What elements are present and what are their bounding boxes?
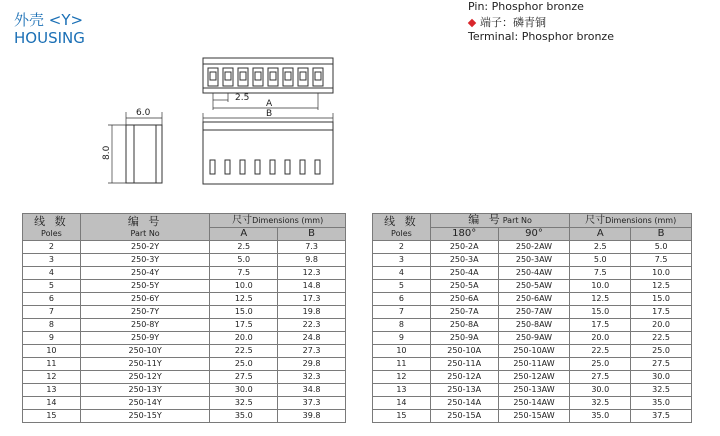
table-row (373, 345, 692, 358)
dim-a-cell: 5.0 (570, 254, 631, 267)
table-row (373, 384, 692, 397)
red-diamond-bullet-icon (468, 18, 476, 26)
table-row (23, 306, 346, 319)
part-no-90-cell: 250-11AW (498, 358, 570, 371)
table-row (373, 293, 692, 306)
dim-b-cell: 17.5 (631, 306, 692, 319)
dim-a-cell: 27.5 (210, 371, 278, 384)
top-view-housing (203, 58, 333, 93)
part-no-180-cell: 250-6A (430, 293, 498, 306)
poles-cell: 13 (23, 384, 81, 397)
part-no-180-cell: 250-14A (430, 397, 498, 410)
dim-a-cell: 10.0 (210, 280, 278, 293)
part-no-cell: 250-15Y (80, 410, 210, 423)
table-row (23, 384, 346, 397)
table-row (373, 319, 692, 332)
poles-cell: 7 (373, 306, 431, 319)
table-row (373, 241, 692, 254)
part-no-cell: 250-11Y (80, 358, 210, 371)
side-view-housing (126, 125, 162, 183)
part-no-90-cell: 250-5AW (498, 280, 570, 293)
part-no-cell: 250-2Y (80, 241, 210, 254)
dim-b-cell: 27.5 (631, 358, 692, 371)
dim-b-cell: 12.3 (278, 267, 346, 280)
poles-cell: 14 (23, 397, 81, 410)
housing-title-cn: 外壳 <Y> (14, 11, 84, 29)
dim-b-header: B (631, 228, 692, 241)
dim-b-cell: 7.3 (278, 241, 346, 254)
dim-a-cell: 5.0 (210, 254, 278, 267)
housing-technical-drawing (98, 50, 378, 190)
top-view-pin-cavities (208, 68, 323, 86)
part-no-cell: 250-10Y (80, 345, 210, 358)
width-dimension-label: 6.0 (136, 108, 151, 118)
dim-b-cell: 15.0 (631, 293, 692, 306)
dim-b-header: B (278, 228, 346, 241)
dim-b-cell: 25.0 (631, 345, 692, 358)
table-row (373, 397, 692, 410)
table-row (23, 345, 346, 358)
a-housing-dimension-table (372, 213, 692, 423)
part-no-180-cell: 250-7A (430, 306, 498, 319)
table-row (373, 332, 692, 345)
part-no-180-cell: 250-2A (430, 241, 498, 254)
table-row (23, 254, 346, 267)
part-no-180-cell: 250-8A (430, 319, 498, 332)
height-dimension-label: 8.0 (102, 145, 112, 160)
part-no-180-cell: 250-13A (430, 384, 498, 397)
part-no-180-cell: 250-3A (430, 254, 498, 267)
dim-b-cell: 12.5 (631, 280, 692, 293)
dim-b-cell: 20.0 (631, 319, 692, 332)
table-row (373, 410, 692, 423)
poles-cell: 8 (373, 319, 431, 332)
part-no-180-cell: 250-9A (430, 332, 498, 345)
part-no-180-cell: 250-11A (430, 358, 498, 371)
front-view-housing (203, 122, 333, 184)
table-row (373, 280, 692, 293)
part-no-90-cell: 250-8AW (498, 319, 570, 332)
dim-b-cell: 10.0 (631, 267, 692, 280)
table-row (373, 371, 692, 384)
dim-a-cell: 32.5 (570, 397, 631, 410)
part-no-cell: 250-5Y (80, 280, 210, 293)
poles-cell: 14 (373, 397, 431, 410)
poles-cell: 8 (23, 319, 81, 332)
dimensions-header: 尺寸Dimensions (mm) (210, 214, 346, 228)
table-row (23, 397, 346, 410)
dim-a-header: A (570, 228, 631, 241)
dim-b-cell: 22.3 (278, 319, 346, 332)
part-no-90-cell: 250-14AW (498, 397, 570, 410)
poles-header: 线 数 Poles (23, 214, 81, 241)
dim-a-cell: 15.0 (210, 306, 278, 319)
poles-cell: 11 (23, 358, 81, 371)
poles-cell: 10 (23, 345, 81, 358)
dim-b-cell: 34.8 (278, 384, 346, 397)
dim-a-cell: 7.5 (570, 267, 631, 280)
dim-a-cell: 2.5 (210, 241, 278, 254)
dim-a-cell: 22.5 (210, 345, 278, 358)
dim-a-cell: 2.5 (570, 241, 631, 254)
poles-cell: 15 (23, 410, 81, 423)
part-no-90-cell: 250-10AW (498, 345, 570, 358)
angle-90-header: 90° (498, 228, 570, 241)
part-no-cell: 250-3Y (80, 254, 210, 267)
part-no-cell: 250-12Y (80, 371, 210, 384)
poles-cell: 9 (373, 332, 431, 345)
dim-a-cell: 17.5 (570, 319, 631, 332)
part-no-180-cell: 250-12A (430, 371, 498, 384)
dim-a-cell: 12.5 (570, 293, 631, 306)
part-no-cell: 250-6Y (80, 293, 210, 306)
poles-cell: 5 (373, 280, 431, 293)
dim-a-cell: 7.5 (210, 267, 278, 280)
dim-b-cell: 32.3 (278, 371, 346, 384)
poles-cell: 2 (373, 241, 431, 254)
dim-b-cell: 39.8 (278, 410, 346, 423)
poles-cell: 12 (23, 371, 81, 384)
dim-a-cell: 32.5 (210, 397, 278, 410)
part-no-header: 编 号Part No (430, 214, 570, 228)
dimensions-header: 尺寸Dimensions (mm) (570, 214, 692, 228)
table-row (23, 293, 346, 306)
table-row (373, 306, 692, 319)
part-no-90-cell: 250-15AW (498, 410, 570, 423)
poles-cell: 9 (23, 332, 81, 345)
poles-cell: 3 (23, 254, 81, 267)
dim-b-cell: 19.8 (278, 306, 346, 319)
dimension-b-label: B (266, 109, 273, 119)
table-row (23, 280, 346, 293)
part-no-header: 编 号 Part No (80, 214, 210, 241)
dim-b-cell: 37.5 (631, 410, 692, 423)
part-no-cell: 250-8Y (80, 319, 210, 332)
table-row (23, 332, 346, 345)
part-no-cell: 250-13Y (80, 384, 210, 397)
dim-a-cell: 27.5 (570, 371, 631, 384)
dim-a-cell: 25.0 (210, 358, 278, 371)
part-no-cell: 250-9Y (80, 332, 210, 345)
poles-cell: 10 (373, 345, 431, 358)
y-housing-dimension-table (22, 213, 346, 423)
dim-a-cell: 17.5 (210, 319, 278, 332)
poles-cell: 15 (373, 410, 431, 423)
part-no-90-cell: 250-3AW (498, 254, 570, 267)
dim-a-cell: 20.0 (210, 332, 278, 345)
part-no-180-cell: 250-4A (430, 267, 498, 280)
dim-b-cell: 17.3 (278, 293, 346, 306)
part-no-180-cell: 250-15A (430, 410, 498, 423)
terminal-material-spec-cn (468, 14, 546, 30)
poles-cell: 6 (373, 293, 431, 306)
pitch-dimension-label: 2.5 (235, 93, 250, 103)
dim-b-cell: 22.5 (631, 332, 692, 345)
part-no-90-cell: 250-2AW (498, 241, 570, 254)
dim-a-cell: 35.0 (570, 410, 631, 423)
poles-cell: 2 (23, 241, 81, 254)
dim-a-cell: 20.0 (570, 332, 631, 345)
part-no-90-cell: 250-12AW (498, 371, 570, 384)
part-no-cell: 250-4Y (80, 267, 210, 280)
dim-a-cell: 35.0 (210, 410, 278, 423)
dim-b-cell: 35.0 (631, 397, 692, 410)
table-row (23, 371, 346, 384)
part-no-cell: 250-7Y (80, 306, 210, 319)
poles-cell: 6 (23, 293, 81, 306)
dim-b-cell: 14.8 (278, 280, 346, 293)
poles-cell: 7 (23, 306, 81, 319)
dim-a-cell: 12.5 (210, 293, 278, 306)
poles-cell: 4 (23, 267, 81, 280)
dim-a-header: A (210, 228, 278, 241)
dim-a-cell: 25.0 (570, 358, 631, 371)
dim-a-cell: 30.0 (570, 384, 631, 397)
dim-b-cell: 27.3 (278, 345, 346, 358)
table-row (23, 319, 346, 332)
dim-b-cell: 37.3 (278, 397, 346, 410)
poles-cell: 4 (373, 267, 431, 280)
dim-b-cell: 5.0 (631, 241, 692, 254)
table-row (373, 267, 692, 280)
table-row (23, 267, 346, 280)
table-row (373, 254, 692, 267)
part-no-90-cell: 250-13AW (498, 384, 570, 397)
part-no-90-cell: 250-9AW (498, 332, 570, 345)
dim-a-cell: 10.0 (570, 280, 631, 293)
dim-a-cell: 15.0 (570, 306, 631, 319)
dim-a-cell: 30.0 (210, 384, 278, 397)
pin-material-spec: Pin: Phosphor bronze (468, 0, 584, 13)
poles-cell: 3 (373, 254, 431, 267)
part-no-cell: 250-14Y (80, 397, 210, 410)
terminal-material-spec: Terminal: Phosphor bronze (468, 30, 614, 43)
poles-cell: 12 (373, 371, 431, 384)
poles-cell: 5 (23, 280, 81, 293)
dim-b-cell: 7.5 (631, 254, 692, 267)
dim-b-cell: 29.8 (278, 358, 346, 371)
part-no-90-cell: 250-4AW (498, 267, 570, 280)
dim-b-cell: 24.8 (278, 332, 346, 345)
dim-b-cell: 32.5 (631, 384, 692, 397)
poles-header: 线 数 Poles (373, 214, 431, 241)
part-no-180-cell: 250-5A (430, 280, 498, 293)
dim-a-cell: 22.5 (570, 345, 631, 358)
part-no-90-cell: 250-7AW (498, 306, 570, 319)
table-row (373, 358, 692, 371)
dim-b-cell: 9.8 (278, 254, 346, 267)
dim-b-cell: 30.0 (631, 371, 692, 384)
poles-cell: 13 (373, 384, 431, 397)
part-no-180-cell: 250-10A (430, 345, 498, 358)
dimension-a-label: A (266, 99, 273, 109)
housing-title-en: HOUSING (14, 29, 85, 47)
poles-cell: 11 (373, 358, 431, 371)
terminal-material-cn-text: 端子：磷青铜 (480, 16, 546, 29)
table-row (23, 358, 346, 371)
table-row (23, 241, 346, 254)
part-no-90-cell: 250-6AW (498, 293, 570, 306)
angle-180-header: 180° (430, 228, 498, 241)
table-row (23, 410, 346, 423)
